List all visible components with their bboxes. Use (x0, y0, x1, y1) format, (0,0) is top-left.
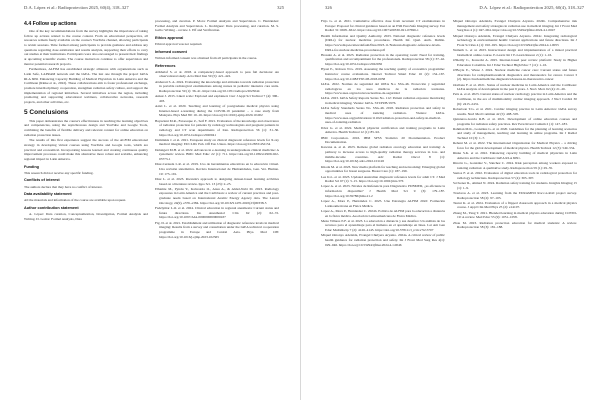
reference-item: Miquel Ontonyo Adelaida, Evangel Chulyers Aryanto. 2024b. Comprehensive risk management and safety strategies in radiation use in medical imaging. Int J Front Med Surg Res 4 (1): 047–064. https://doi.org/10.53294/ijfmsr.2024.4.1.0047 (453, 19, 577, 33)
section-heading: 5 Conclusions (24, 108, 69, 116)
reference-item: Bayaziani M.R., Faraoaque Z., Seif F. 2021. Evaluation of the knowledge and observance of radiation protection for patients by radiology technologists and pregnant patients in radiology and CT scan departments of Iran. Radioprotection 56 (1): 31–36. https://doi.org/10.1051/radiopro/2020041 (155, 118, 279, 137)
reference-item: Díaz-Cernuda L.R. et al. 2019. Uso de herramientas educativas en la educación virtual. Una revisión sistemática. Revista Internacional de Humanidades, Gen. Ver. Human. 19: 173–191. (155, 162, 279, 176)
reference-item: Rahman M.K., Gonzáles G. et al. 2020. Guidelines for the planning of learning scenarios and study of management, teaching and learning in online programs. Int J Radiol Technol 10 (3): 1–7. (453, 126, 577, 141)
header-authors: D.A. López et al.: Radioprotection 2025, 60(4), 318–327 (24, 5, 129, 10)
ethics-text: Ethical approval was not required. (155, 42, 203, 47)
reference-item: Robertson T.G. et al. 2021. Cardiac imaging practice in Latin America: IAEA survey results. Nucl Med Commun 42 (5): 498–505. (453, 106, 577, 116)
reference-item: IBM Corporation. 2016. IBM SPSS Statistics 20 Documentation. Product Documentation. (321, 135, 445, 145)
left-column-1 (24, 19, 148, 222)
reference-list (453, 19, 577, 230)
reference-list (155, 70, 279, 240)
header-authors: D.A. López et al.: Radioprotection 2025, 60(4), 318–327 (479, 5, 584, 10)
reference-item: IAEA Safety Standards Series No. SSG-46. 2018. Radiation protection and safety in medical uses of ionizing radiation. Vienna: IAEA. https://www.iaea.org/publications/11102/radiation-protection-and-safety-in-medical-uses-of-ionizing-radiation (321, 106, 445, 125)
reference-item: Azizi L. et al. 2020. Teaching and learning of postgraduate medical physics using Internet-based e-learning during the COVID-19 pandemic – a case study from Malaysia. Phys Med 80: 10–16. https://doi.org/10.1016/j.ejmp.2020.10.002 (155, 104, 279, 118)
paragraph: Furthermore, ALFIM has established strategic alliances with organizations such as Latin Safe, LAPRAM network and the IAEA. The last one through the project IAEA RLA 6091 Enhancing Capacity Building of Medical Physicists in Latin America and the Caribbean (Rinke et al., 2022). These collaborations aim to foster professional exchange, promote interdisciplinary cooperation, strengthen radiation safety culture, and support the implementation of regional initiatives. Several initiatives across the region, including promoting and supporting educational webinars, collaborative networks, research projects, and other activities, etc. (24, 67, 148, 104)
author-contribution-text: A. López: Data curation, Conceptualization, Investigation, Formal Analysis and Writing. D. Goitre: Formal Analysis, Data (24, 212, 148, 221)
running-header (24, 5, 284, 14)
reference-item: Ankur J. 2015. Likert scale: Explored and explained. Curr J Appl Sci Technol 7 (4): 396–403. (155, 94, 279, 103)
reference-item: Trasloros A. et al. 2023. Learning from the EURAMED Rocc-n-Roll project survey. Radioprotection 58 (2): 97–103. (453, 190, 577, 200)
conflicts-heading: Conflicts of interest (24, 178, 60, 183)
reference-list (321, 19, 445, 247)
reference-item: Miquel Ontonyo Adelaida, Evangel Chulyers Aryanto. 2024c. Integrating radiological technology in environmental health: Current applications and future directions. Int J Front Sci Res 4 (1): 010–025. https://doi.org/10.53294/ijfsr.2024.4.1.0055 (453, 33, 577, 47)
conflicts-text: The authors declare that they have no conflict of interest. (24, 184, 103, 189)
reference-item: Santos F. et al. 2022. Evaluation of digital education tools in radiological protection for radiology technicians. Radioprotection 57 (4): 303–307. (453, 171, 577, 180)
reference-item: Fig. D. et al. 2021. Establishment and utilization of diagnostic reference levels in medical imaging: Results from a survey and consultation under the IAEA technical cooperation programme in Europe and Central Asia. Phys. Med 108: https://doi.org/10.1016/j.ejmp.2023.102565 (155, 220, 279, 239)
right-column-2 (453, 19, 577, 231)
funding-text: This research did not receive any specific funding. (24, 170, 94, 175)
right-column-1 (321, 19, 445, 248)
author-contribution-continued: processing, and curation. P. Mora: Formal Analysis and Supervision. C. Hernández: Formal Analysis and Supervision. L. Rodríguez: Data processing, and curation. M. S. Gallo: Writing – review. I. Eff and Verification. (155, 19, 279, 33)
reference-item: Zhou M. 2023. Radiation protection education for medical students: A review. Radioprotection 58 (3): 181–188. (453, 220, 577, 230)
reference-item: López A., Mora P., Hernández C. 2025. Una Estrategia ALFIM 2022: Formación Latinoamericana en Física Médica. (321, 199, 445, 208)
section-heading: 4.4 Follow up actions (24, 20, 77, 27)
reference-item: Damilakis J. et al. 2021. European study on clinical diagnostic reference levels for X-ray medical imaging: EUCLID. Pub. Off Eur. Union. https://doi.org/10.2833/452154 (155, 137, 279, 147)
reference-item: Hossain A. et al. 2023. Radiation protection in the operating room: Need for training, qualification and accompaniment for the professionals. Radioprotection 58 (1): 37–42. https://doi.org/10.1051/radiopro/2022036 (321, 52, 445, 67)
reference-item: O'Boyle E., Wiese J. 2024. Nuclear medicine cancer care: Current status and future directions for radiopharmaceutical diagnostics and theranostics for cancer. Cancer 3 (2). https://nuclearmedicine.diagnostics/lessons-in-theranostics-cancer (453, 67, 577, 82)
reference-item: Fitjo G. et al. 2021. Cumulative effective dose from recurrent CT examinations in Europe: Proposal for clinical guidance based on an ESR EuroSafe Imaging survey. Eur Radiol 31: 6605–6612. https://doi.org/10.1007/s00330-021-07696-1 (321, 19, 445, 33)
reference-item: Delungeri M.H. et al. 2022. Advances in e-learning in undergraduate clinical medicine: A systematic review. BMC Med Educ 22 (1): 711. https://doi.org/10.1186/s12909-022-03773-1 (155, 147, 279, 162)
reference-item: Hyasi E., Robson N.G. 2019. Assessing the teaching quality of economics programme: Instructor course evaluations. Interact Technol Smart Educ 16 (2): 154–167. https://doi.org/10.1108/ITSE-08-2018-0058 (321, 67, 445, 81)
consent-heading: Informed consent (155, 49, 187, 54)
reference-item: Khoda M. et al. 2023. New media platform for teaching and networking: Emerging global opportunities for breast surgeons. Breast Care (1): 187–199. (321, 164, 445, 174)
paragraph: The results of this first experience suggest the success of the ALFIM educational strategy in developing virtual courses using YouTube and Google tools, which are practical and economical. Incorporating lessons learned and creating continuous quality improvement processes could make this alternative more robust and scalable, enhancing regional impact in Latin America. (24, 138, 148, 162)
page-number: 325 (277, 5, 284, 10)
reference-item: Alsharari S. A. 2024. Evaluating the knowledge and attitudes towards radiation protection in portable radiological examinations among nurses in pediatric intensive care units. Radioprotection 59 (1): 36–41. https://doi.org/10.1051/radiopro/2023044 (155, 79, 279, 93)
reference-item: Ibbot G. et al. 2022. Medical physicist certification and training programs in Latin America. Health Technol 12 (1): 85–92. (321, 125, 445, 135)
reference-item: López A., Mora P., Hernández C. 2024b. Política de ALFIM para la educación a distancia en la física médica. Asociación Latinoamericana de Física Médica. (321, 208, 445, 218)
ethics-heading: Ethics approval (155, 35, 184, 40)
paragraph: One of the key recommendations from the survey highlights the importance of taking follow up actions related to the course content. From an educational perspective, all resources remain freely available on the course's YouTube channel, allowing participants to revisit sessions. Time formed among participants to provide guidance and address any questions regarding dose estimation and results analysis, supporting their efforts to carry out studies at their institutions. Participants were also encouraged to present their findings at upcoming scientific events. The course instructors continue to offer supervision and mentor potential research projects. (24, 29, 148, 66)
consent-text: Written informed consent was obtained from all participants in the course. (155, 55, 258, 60)
reference-item: IAEA. 2022. Normas de seguridad del OIEA N.o SSG-46. Protección y seguridad radiológicas en los usos médicos de la radiación ionizante. https://www.iaea.org/es/recursos/normas-de-seguridad (321, 81, 445, 96)
reference-item: Orellana F. et al. 2021. Status of nuclear medicine in Latin America and the Caribbean: IAEA analysis of development in the past 6 years. J. Nucl. Med. 62 (4): 21–26. (453, 82, 577, 92)
right-page (300, 0, 600, 400)
data-availability-heading: Data availability statement (24, 192, 72, 197)
reference-item: Rincón G., González V., Sánchez C. 2024. Risk perception among workers exposed to ionizing radiation: A qualitative study. Radioprotection 59 (1): 29–35. (453, 161, 577, 170)
reference-item: López A. et al. 2023. Niveles de Referencia para Diagnóstico PUBMED, ¿es eficiente la información disponible? J Health Med Sci 9 (3): 179–187. https://doi.org/10.59786/jhms.21.2 (321, 184, 445, 198)
author-contribution-heading: Author contribution statement (24, 206, 79, 211)
paragraph: This paper demonstrates the course's effectiveness in reaching the learning objectives and competencies, using the asynchronous design and YouTube and Google Tools, combining the benefits of flexible delivery and relevant content for online education on radiation protection issues. (24, 118, 148, 137)
reference-item: Nemeth L. et al. 2023. Instructional design and implementation of a mixed practical biomedical online course. E-Learn: Int J E-Learn Resour 2 (1): 1–16. (453, 48, 577, 57)
reference-item: Peix A. et al. 2023. Current status of nuclear cardiology practice in Latin America and the Caribbean, in the era of multimodality cardiac imaging approach. J Nucl Cardiol 30 (6): 2415–2431. (453, 92, 577, 106)
funding-heading: Funding (24, 164, 39, 169)
reference-item: Kawana A. et al. 2023. Remote global radiation oncology education and training: A pathway to increase access to high-quality radiation therapy services in low- and middle-income countries. Adv Radiat Oncol 8 (1): https://doi.org/10.1016/j.adro.2022.101126 (321, 145, 445, 164)
reference-item: AlKhalaf S. et al. 2018. A competency-based approach to pass fail decisions: An observational study. Acta Med Iran 59 (5): 421–422. (155, 69, 279, 79)
reference-item: Tsurui K. et al. 2024. Evaluation of a flipped classroom approach in a medical physics course. J Appl Clin Med Phys 25 (2): e14107. (453, 200, 577, 210)
running-header (325, 5, 584, 14)
reference-item: Health Information and Quality Authority. 2023. National diagnostic reference levels (DRLs) for nuclear medicine procedures. Health Inf. Qual. Auth. Dublin. https://www.hiqa.ie/sites/default/files/2023-11/National-diagnostic-reference-levels-DRLs-for-nuclear-medicine-procedures.pdf (321, 33, 445, 52)
reference-item: Zhang M., Yang T. 2021. Blended learning in medical physics education during COVID-19: A review. Med Educ 55 (9): 1051–1058. (453, 210, 577, 220)
reference-item: Miquel Ontonyo Adelaida, Evangel Chulyers Aryanto. 2024a. A critical review of public health guidance for radiation protection and safety. Int J Front Med Surg Res 4(1): 029–046. https://doi.org/10.53294/ijfmsr.2024.4.1.0046 (321, 233, 445, 247)
data-availability-text: All the materials and information of the course are available upon request. (24, 198, 127, 203)
reference-item: Fadzlymar L.O. et al. 2024. Clinical education in regional anesthesia: Current status and future directions. Int. Anesthesiol Clin 62 (2): 62–72. https://doi.org/10.1097/AIA.0000000000000437 (155, 205, 279, 220)
reference-item: Rehani M. et al. 2022. The International Organization for Medical Physics – a driving force for the global development of medical physics. Health Technol 12 (3): 549–554. (453, 141, 577, 150)
reference-item: IAEA. 2023. IAEA Safety Reports Series No. 112: Patient radiation exposure monitoring in medical imaging. Vienna: IAEA. STI/PUB/1976. (321, 96, 445, 106)
reference-item: Scrivener R., Ahmed N. 2024. Radiation safety training for students. Insights Imaging 15 (1): 1–9. (453, 180, 577, 190)
reference-item: Mena Villares E.F. et al. 2023. La educación a distancia y sus desafíos: Un análisis de los recursos para el aprendizaje para el humano en el aprendizaje en línea. Lat Am Gen Educ Multidiscip 7 (2): 4126–4145. https://doi.org/10.37811/cl_rcm.v7i2.5707 (321, 218, 445, 233)
page-number: 326 (325, 5, 332, 10)
left-column-2 (155, 19, 279, 240)
reference-item: O'Reilly C., Kawecki A. 2025. Internet-based peer review platform: Study in Higher Education Colombia. Int J Educ Technol High Educ 7 (11): 1–16. (453, 58, 577, 67)
references-heading: References (155, 63, 176, 68)
reference-item: Rinke S.K. et al. 2022. Enhancing capacity building of medical physicists in Latin America and the Caribbean: IAEA RLA 6091. (453, 151, 577, 160)
reference-item: Elhamie M., Pyndu Y., Kalwatola O., Ansu A., & Abdel-Nabi M. 2023. Radiology exposures in Latin America and the Caribbean: a review of current practices and post-graduate needs based on International Atomic Energy Agency data. The Lancet Oncology, 24(9), e376–e384. https://doi.org/10.1016/S1470-2045(23)00338-5 (155, 186, 279, 205)
reference-item: Díaz L. et al. 2023. Rwanda's approach to designing dataset-based learning activities based on a literature review. Ippo Sci. 13 (23): 2–25. (155, 176, 279, 186)
reference-item: Quinteros-Garcia R.B. et al. 2021. Development of online education courses and programs for radiation safety practices. Rev Peru Invest Comum 2 (1): 147–183. (453, 116, 577, 126)
reference-item: Lee K.L. et al. 2023. Updated Australian diagnostic reference levels for adult CT. J Med Radiat Sci 67 (1): 5–15. https://doi.org/10.1002/jmrs.376 (321, 174, 445, 184)
